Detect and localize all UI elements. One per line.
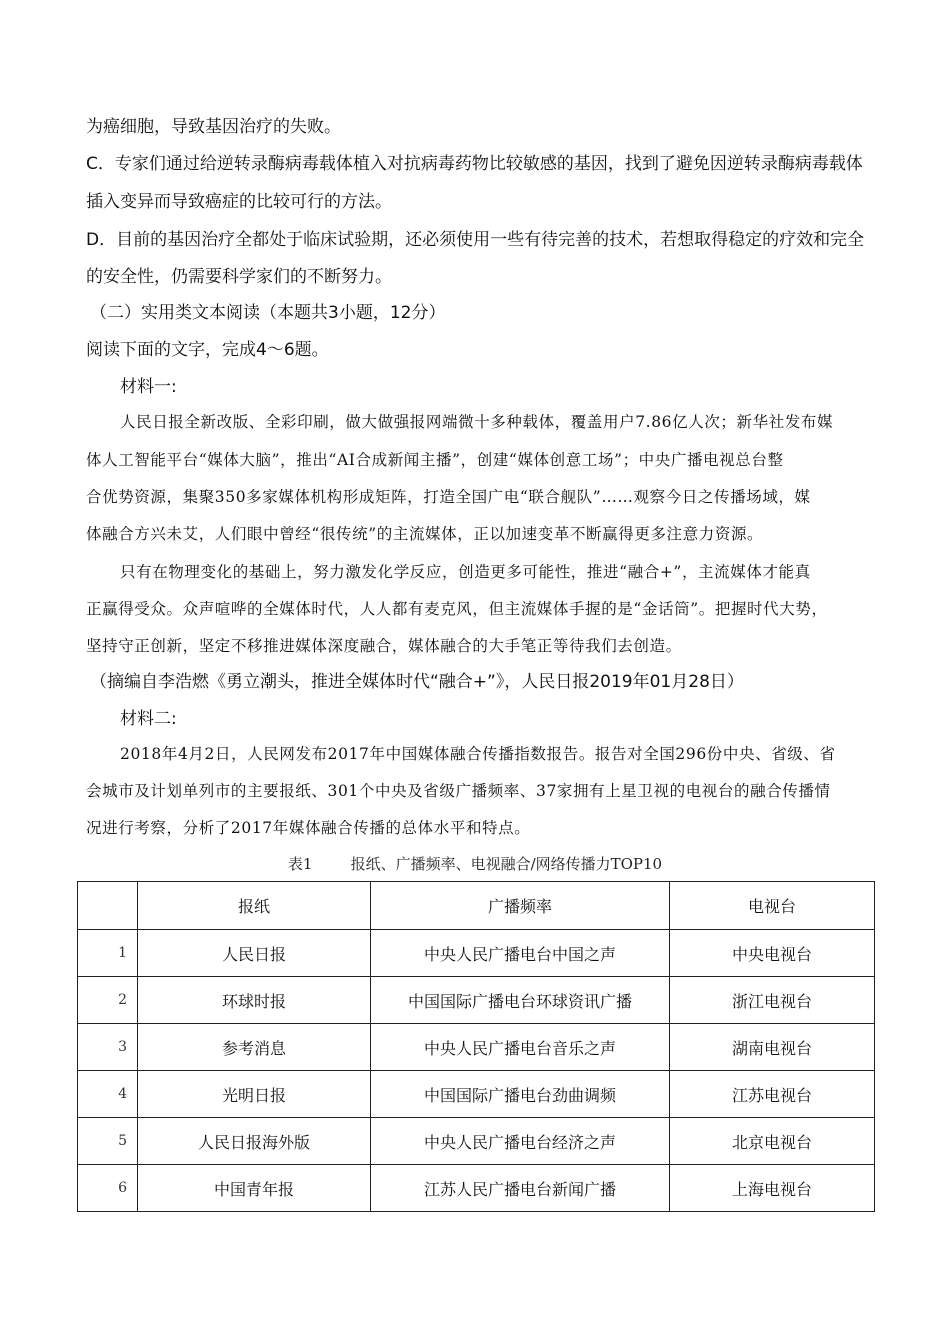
tv-cell: 北京电视台 <box>670 1118 875 1165</box>
radio-cell: 江苏人民广播电台新闻广播 <box>371 1165 670 1212</box>
tv-cell: 湖南电视台 <box>670 1024 875 1071</box>
option-c: C．专家们通过给逆转录酶病毒载体植入对抗病毒药物比较敏感的基因，找到了避免因逆转录酶病毒载体 <box>86 154 863 174</box>
paragraph-line: 人民日报全新改版、全彩印刷，做大做强报网端微十多种载体，覆盖用户7.86亿人次；新华社发布媒 <box>120 413 834 431</box>
table-caption: 表1 报纸、广播频率、电视融合/网络传播力TOP10 <box>287 855 663 873</box>
radio-cell: 中国国际广播电台环球资讯广播 <box>371 977 670 1024</box>
tv-cell: 上海电视台 <box>670 1165 875 1212</box>
text-line: 为癌细胞，导致基因治疗的失败。 <box>86 117 341 137</box>
table-row <box>78 930 875 977</box>
table-header-row <box>78 882 875 930</box>
paragraph-line: 体人工智能平台“媒体大脑”，推出“AI合成新闻主播”，创建“媒体创意工场”；中央广播电视总台整 <box>86 451 784 469</box>
option-d: D．目前的基因治疗全都处于临床试验期，还必须使用一些有待完善的技术，若想取得稳定的疗效和完全 <box>86 230 865 250</box>
radio-cell: 中央人民广播电台经济之声 <box>371 1118 670 1165</box>
source-citation: （摘编自李浩燃《勇立潮头，推进全媒体时代“融合+”》，人民日报2019年01月28日） <box>90 672 744 692</box>
paragraph-line: 体融合方兴未艾，人们眼中曾经“很传统”的主流媒体，正以加速变革不断赢得更多注意力资源。 <box>86 525 764 543</box>
rank-cell: 4 <box>78 1071 138 1118</box>
text-line: 的安全性，仍需要科学家们的不断努力。 <box>86 267 392 287</box>
material1-label: 材料一: <box>120 377 177 397</box>
section-heading: （二）实用类文本阅读（本题共3小题，12分） <box>90 303 446 323</box>
table-row <box>78 1071 875 1118</box>
instruction: 阅读下面的文字，完成4～6题。 <box>86 340 329 360</box>
radio-cell: 中央人民广播电台中国之声 <box>371 930 670 977</box>
tv-cell: 中央电视台 <box>670 930 875 977</box>
header-rank <box>78 882 138 930</box>
rank-cell: 2 <box>78 977 138 1024</box>
newspaper-cell: 中国青年报 <box>138 1165 371 1212</box>
paragraph-line: 会城市及计划单列市的主要报纸、301个中央及省级广播频率、37家拥有上星卫视的电视台的融合传播情 <box>86 782 831 800</box>
paragraph-line: 只有在物理变化的基础上，努力激发化学反应，创造更多可能性，推进“融合+”，主流媒体才能真 <box>120 563 811 581</box>
top10-table <box>77 881 875 1212</box>
paragraph-line: 合优势资源，集聚350多家媒体机构形成矩阵，打造全国广电“联合舰队”……观察今日之传播场域，媒 <box>86 488 811 506</box>
paragraph-line: 况进行考察，分析了2017年媒体融合传播的总体水平和特点。 <box>86 819 531 837</box>
radio-cell: 中央人民广播电台音乐之声 <box>371 1024 670 1071</box>
table-row <box>78 1165 875 1212</box>
text-line: 插入变异而导致癌症的比较可行的方法。 <box>86 192 392 212</box>
newspaper-cell: 环球时报 <box>138 977 371 1024</box>
rank-cell: 3 <box>78 1024 138 1071</box>
table-row <box>78 1118 875 1165</box>
table-row <box>78 977 875 1024</box>
tv-cell: 江苏电视台 <box>670 1071 875 1118</box>
newspaper-cell: 人民日报海外版 <box>138 1118 371 1165</box>
paragraph-line: 2018年4月2日，人民网发布2017年中国媒体融合传播指数报告。报告对全国296份中央、省级、省 <box>120 745 836 763</box>
header-radio: 广播频率 <box>371 882 670 930</box>
header-tv: 电视台 <box>670 882 875 930</box>
paragraph-line: 坚持守正创新，坚定不移推进媒体深度融合，媒体融合的大手笔正等待我们去创造。 <box>86 637 682 655</box>
newspaper-cell: 人民日报 <box>138 930 371 977</box>
table-row <box>78 1024 875 1071</box>
header-newspaper: 报纸 <box>138 882 371 930</box>
rank-cell: 6 <box>78 1165 138 1212</box>
tv-cell: 浙江电视台 <box>670 977 875 1024</box>
newspaper-cell: 光明日报 <box>138 1071 371 1118</box>
material2-label: 材料二: <box>120 709 177 729</box>
rank-cell: 1 <box>78 930 138 977</box>
paragraph-line: 正赢得受众。众声喧哗的全媒体时代，人人都有麦克风，但主流媒体手握的是“金话筒”。把握时代大势， <box>86 600 828 618</box>
newspaper-cell: 参考消息 <box>138 1024 371 1071</box>
rank-cell: 5 <box>78 1118 138 1165</box>
radio-cell: 中国国际广播电台劲曲调频 <box>371 1071 670 1118</box>
